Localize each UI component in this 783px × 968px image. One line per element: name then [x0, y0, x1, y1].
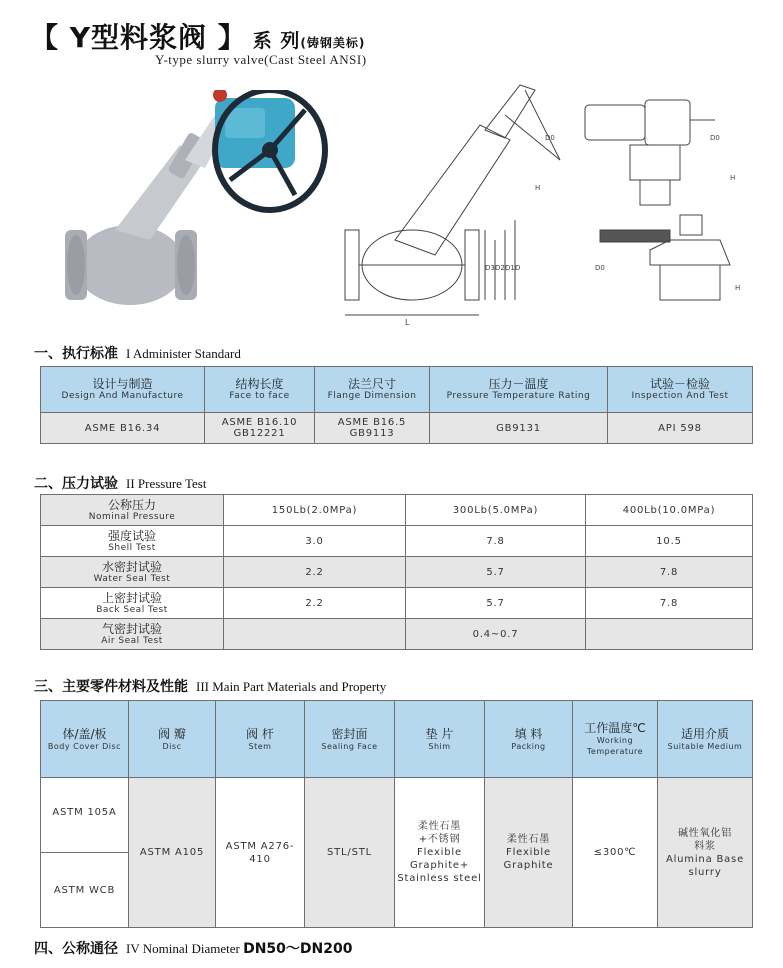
suitable-medium — [658, 778, 753, 928]
materials-table — [40, 700, 753, 928]
pressure-header-label: 公称压力 Nominal Pressure — [41, 495, 224, 526]
row-value — [586, 619, 753, 650]
svg-text:D0: D0 — [545, 134, 555, 142]
packing-material — [485, 778, 573, 928]
svg-text:D0: D0 — [595, 264, 605, 272]
table-row — [41, 557, 753, 588]
gear-operator-drawing — [590, 210, 750, 315]
materials-col-shim: 垫 片 Shim — [395, 701, 485, 778]
table-row — [41, 588, 753, 619]
standard-col-pressure: 压力－温度 Pressure Temperature Rating — [430, 367, 608, 413]
row-label: 气密封试验 Air Seal Test — [41, 619, 224, 650]
row-value: 7.8 — [586, 588, 753, 619]
pressure-class: 400Lb(10.0MPa) — [586, 495, 753, 526]
standard-value: ASME B16.34 — [41, 413, 205, 444]
actuator-drawing — [575, 90, 750, 210]
standard-col-inspection: 试验－检验 Inspection And Test — [608, 367, 753, 413]
svg-text:D3: D3 — [485, 264, 495, 272]
sealing-material: STL/STL — [305, 778, 395, 928]
standard-col-design: 设计与制造 Design And Manufacture — [41, 367, 205, 413]
page-subtitle: Y-type slurry valve(Cast Steel ANSI) — [155, 52, 367, 67]
materials-col-sealing: 密封面 Sealing Face — [305, 701, 395, 778]
table-row — [41, 526, 753, 557]
section2-heading-zh: 二、压力试验 — [34, 476, 118, 492]
valve-section-drawing — [335, 80, 575, 330]
svg-text:H: H — [730, 174, 736, 182]
nominal-diameter-range: DN50～DN200 — [243, 941, 353, 957]
standard-table — [40, 366, 753, 444]
row-value: 5.7 — [406, 557, 586, 588]
section1-heading — [34, 343, 241, 363]
row-label: 上密封试验 Back Seal Test — [41, 588, 224, 619]
row-value: 2.2 — [224, 588, 406, 619]
packing-material-en: Flexible Graphite — [503, 847, 554, 871]
title-main: 【 Y型料浆阀 】 — [30, 21, 247, 54]
row-value: 0.4~0.7 — [406, 619, 586, 650]
standard-col-face: 结构长度 Face to face — [205, 367, 315, 413]
packing-material-zh: 柔性石墨 — [506, 834, 551, 845]
disc-material: ASTM A105 — [129, 778, 216, 928]
body-material-1: ASTM 105A — [41, 778, 129, 853]
materials-col-stem: 阀 杆 Stem — [216, 701, 305, 778]
shim-material-en: Flexible Graphite+ Stainless steel — [397, 847, 482, 884]
section2-heading-en: II Pressure Test — [126, 476, 207, 491]
row-value: 5.7 — [406, 588, 586, 619]
svg-text:H: H — [535, 184, 541, 192]
svg-text:H: H — [735, 284, 741, 292]
medium-en: Alumina Base slurry — [665, 853, 745, 878]
shim-material-zh: 柔性石墨 +不锈钢 — [417, 821, 462, 845]
svg-text:D0: D0 — [710, 134, 720, 142]
title-series: 系 列 — [252, 30, 301, 52]
materials-col-temperature: 工作温度℃ Working Temperature — [573, 701, 658, 778]
svg-text:D: D — [515, 264, 521, 272]
section4-heading — [34, 938, 352, 958]
materials-col-medium: 适用介质 Suitable Medium — [658, 701, 753, 778]
pressure-test-table — [40, 494, 753, 650]
table-row — [41, 619, 753, 650]
standard-value: API 598 — [608, 413, 753, 444]
section1-heading-en: I Administer Standard — [126, 346, 241, 361]
standard-col-flange: 法兰尺寸 Flange Dimension — [315, 367, 430, 413]
standard-value: GB9131 — [430, 413, 608, 444]
section1-heading-zh: 一、执行标准 — [34, 346, 118, 362]
materials-col-disc: 阀 瓣 Disc — [129, 701, 216, 778]
section3-heading — [34, 676, 386, 696]
title-sub: (铸钢美标) — [300, 36, 366, 50]
materials-col-packing: 填 料 Packing — [485, 701, 573, 778]
row-value: 7.8 — [586, 557, 753, 588]
row-value — [224, 619, 406, 650]
row-value: 2.2 — [224, 557, 406, 588]
pressure-class: 300Lb(5.0MPa) — [406, 495, 586, 526]
page-title — [30, 16, 365, 56]
row-value: 7.8 — [406, 526, 586, 557]
section2-heading — [34, 473, 206, 493]
row-value: 10.5 — [586, 526, 753, 557]
materials-col-body: 体/盖/板 Body Cover Disc — [41, 701, 129, 778]
svg-text:D2: D2 — [495, 264, 505, 272]
section3-heading-zh: 三、主要零件材料及性能 — [34, 679, 188, 695]
valve-photo — [55, 90, 335, 320]
section4-heading-en: IV Nominal Diameter DN50～DN200 — [126, 941, 353, 957]
row-label: 水密封试验 Water Seal Test — [41, 557, 224, 588]
svg-text:D1: D1 — [505, 264, 515, 272]
body-material-2: ASTM WCB — [41, 853, 129, 928]
section4-heading-zh: 四、公称通径 — [34, 941, 118, 957]
stem-material: ASTM A276-410 — [216, 778, 305, 928]
working-temperature: ≤300℃ — [573, 778, 658, 928]
svg-text:L: L — [405, 318, 410, 327]
pressure-class: 150Lb(2.0MPa) — [224, 495, 406, 526]
shim-material — [395, 778, 485, 928]
standard-value: ASME B16.10 GB12221 — [205, 413, 315, 444]
medium-zh: 碱性氧化铝 料浆 — [678, 827, 732, 852]
row-value: 3.0 — [224, 526, 406, 557]
standard-value: ASME B16.5 GB9113 — [315, 413, 430, 444]
section3-heading-en: III Main Part Materials and Property — [196, 679, 387, 694]
row-label: 强度试验 Shell Test — [41, 526, 224, 557]
